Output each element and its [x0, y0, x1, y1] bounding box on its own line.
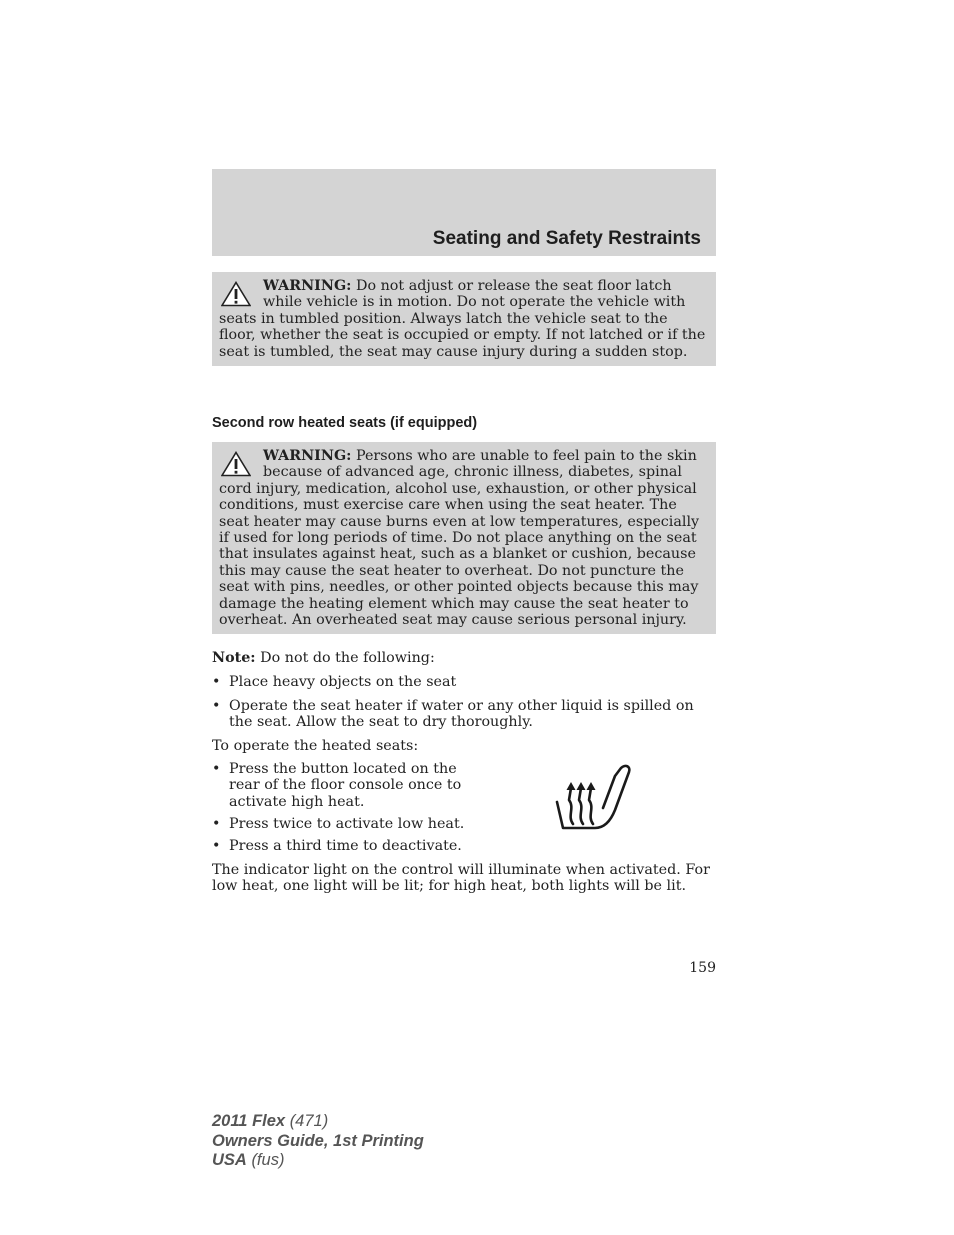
- list-item: • Operate the seat heater if water or any other liquid is spilled on the seat. Allow the seat to dry thoroughly.: [212, 698, 716, 731]
- footer-line-1: 2011 Flex (471): [212, 1112, 329, 1130]
- list-item-text: Operate the seat heater if water or any other liquid is spilled on the seat. Allow the seat to dry thoroughly.: [229, 698, 694, 731]
- footer-line-2: Owners Guide, 1st Printing: [212, 1131, 424, 1150]
- warning-label: WARNING:: [263, 278, 352, 294]
- list-item: • Place heavy objects on the seat: [212, 674, 716, 690]
- header-band: [212, 169, 716, 256]
- section-heading: Second row heated seats (if equipped): [212, 415, 478, 431]
- warning-box-heater: [212, 442, 716, 634]
- warning-text: Persons who are unable to feel pain to the skin because of advanced age, chronic illness, diabetes, spinal cord injury, medication, alcohol use, exhaustion, or other physical conditions, must exercise care when using the seat heater. The seat heater may cause burns even at low temperatures, especially if used for long periods of time. Do not place anything on the seat that insulates against heat, such as a blanket or cushion, because this may cause the seat heater to overheat. Do not puncture the seat with pins, needles, or other pointed objects because this may damage the heating element which may cause the seat heater to overheat. An overheated seat may cause serious personal injury.: [219, 448, 700, 629]
- note-label: Note:: [212, 650, 256, 666]
- list-item: • Press twice to activate low heat.: [212, 816, 512, 832]
- warning-box-latch: [212, 272, 716, 366]
- list-item: • Press the button located on the rear of the floor console once to activate high heat.: [212, 761, 472, 810]
- list-item-text: Press twice to activate low heat.: [229, 816, 465, 832]
- footer-line-3: USA (fus): [212, 1151, 285, 1169]
- warning-triangle-icon: [221, 451, 251, 477]
- note-paragraph: [212, 650, 716, 666]
- warning-text: Do not adjust or release the seat floor latch while vehicle is in motion. Do not operate the vehicle with seats in tumbled position. Always latch the vehicle seat to the floor, whether the seat is occupied or empty. If not latched or if the seat is tumbled, the seat may cause injury during a sudden stop.: [219, 278, 706, 360]
- operate-intro: To operate the heated seats:: [212, 738, 419, 754]
- warning-label: WARNING:: [263, 448, 352, 464]
- list-item-text: Place heavy objects on the seat: [229, 674, 457, 690]
- heated-seat-icon: [553, 762, 635, 834]
- list-item-text: Press a third time to deactivate.: [229, 838, 462, 854]
- list-item: • Press a third time to deactivate.: [212, 838, 512, 854]
- list-item-text: Press the button located on the rear of the floor console once to activate high heat.: [229, 761, 462, 810]
- page-section-title: Seating and Safety Restraints: [432, 228, 701, 249]
- warning-triangle-icon: [221, 281, 251, 307]
- indicator-paragraph: The indicator light on the control will illuminate when activated. For low heat, one light will be lit; for high heat, both lights will be lit.: [212, 862, 710, 895]
- document-footer: [212, 1112, 424, 1171]
- note-text: Do not do the following:: [260, 650, 435, 666]
- page-number: 159: [689, 960, 716, 976]
